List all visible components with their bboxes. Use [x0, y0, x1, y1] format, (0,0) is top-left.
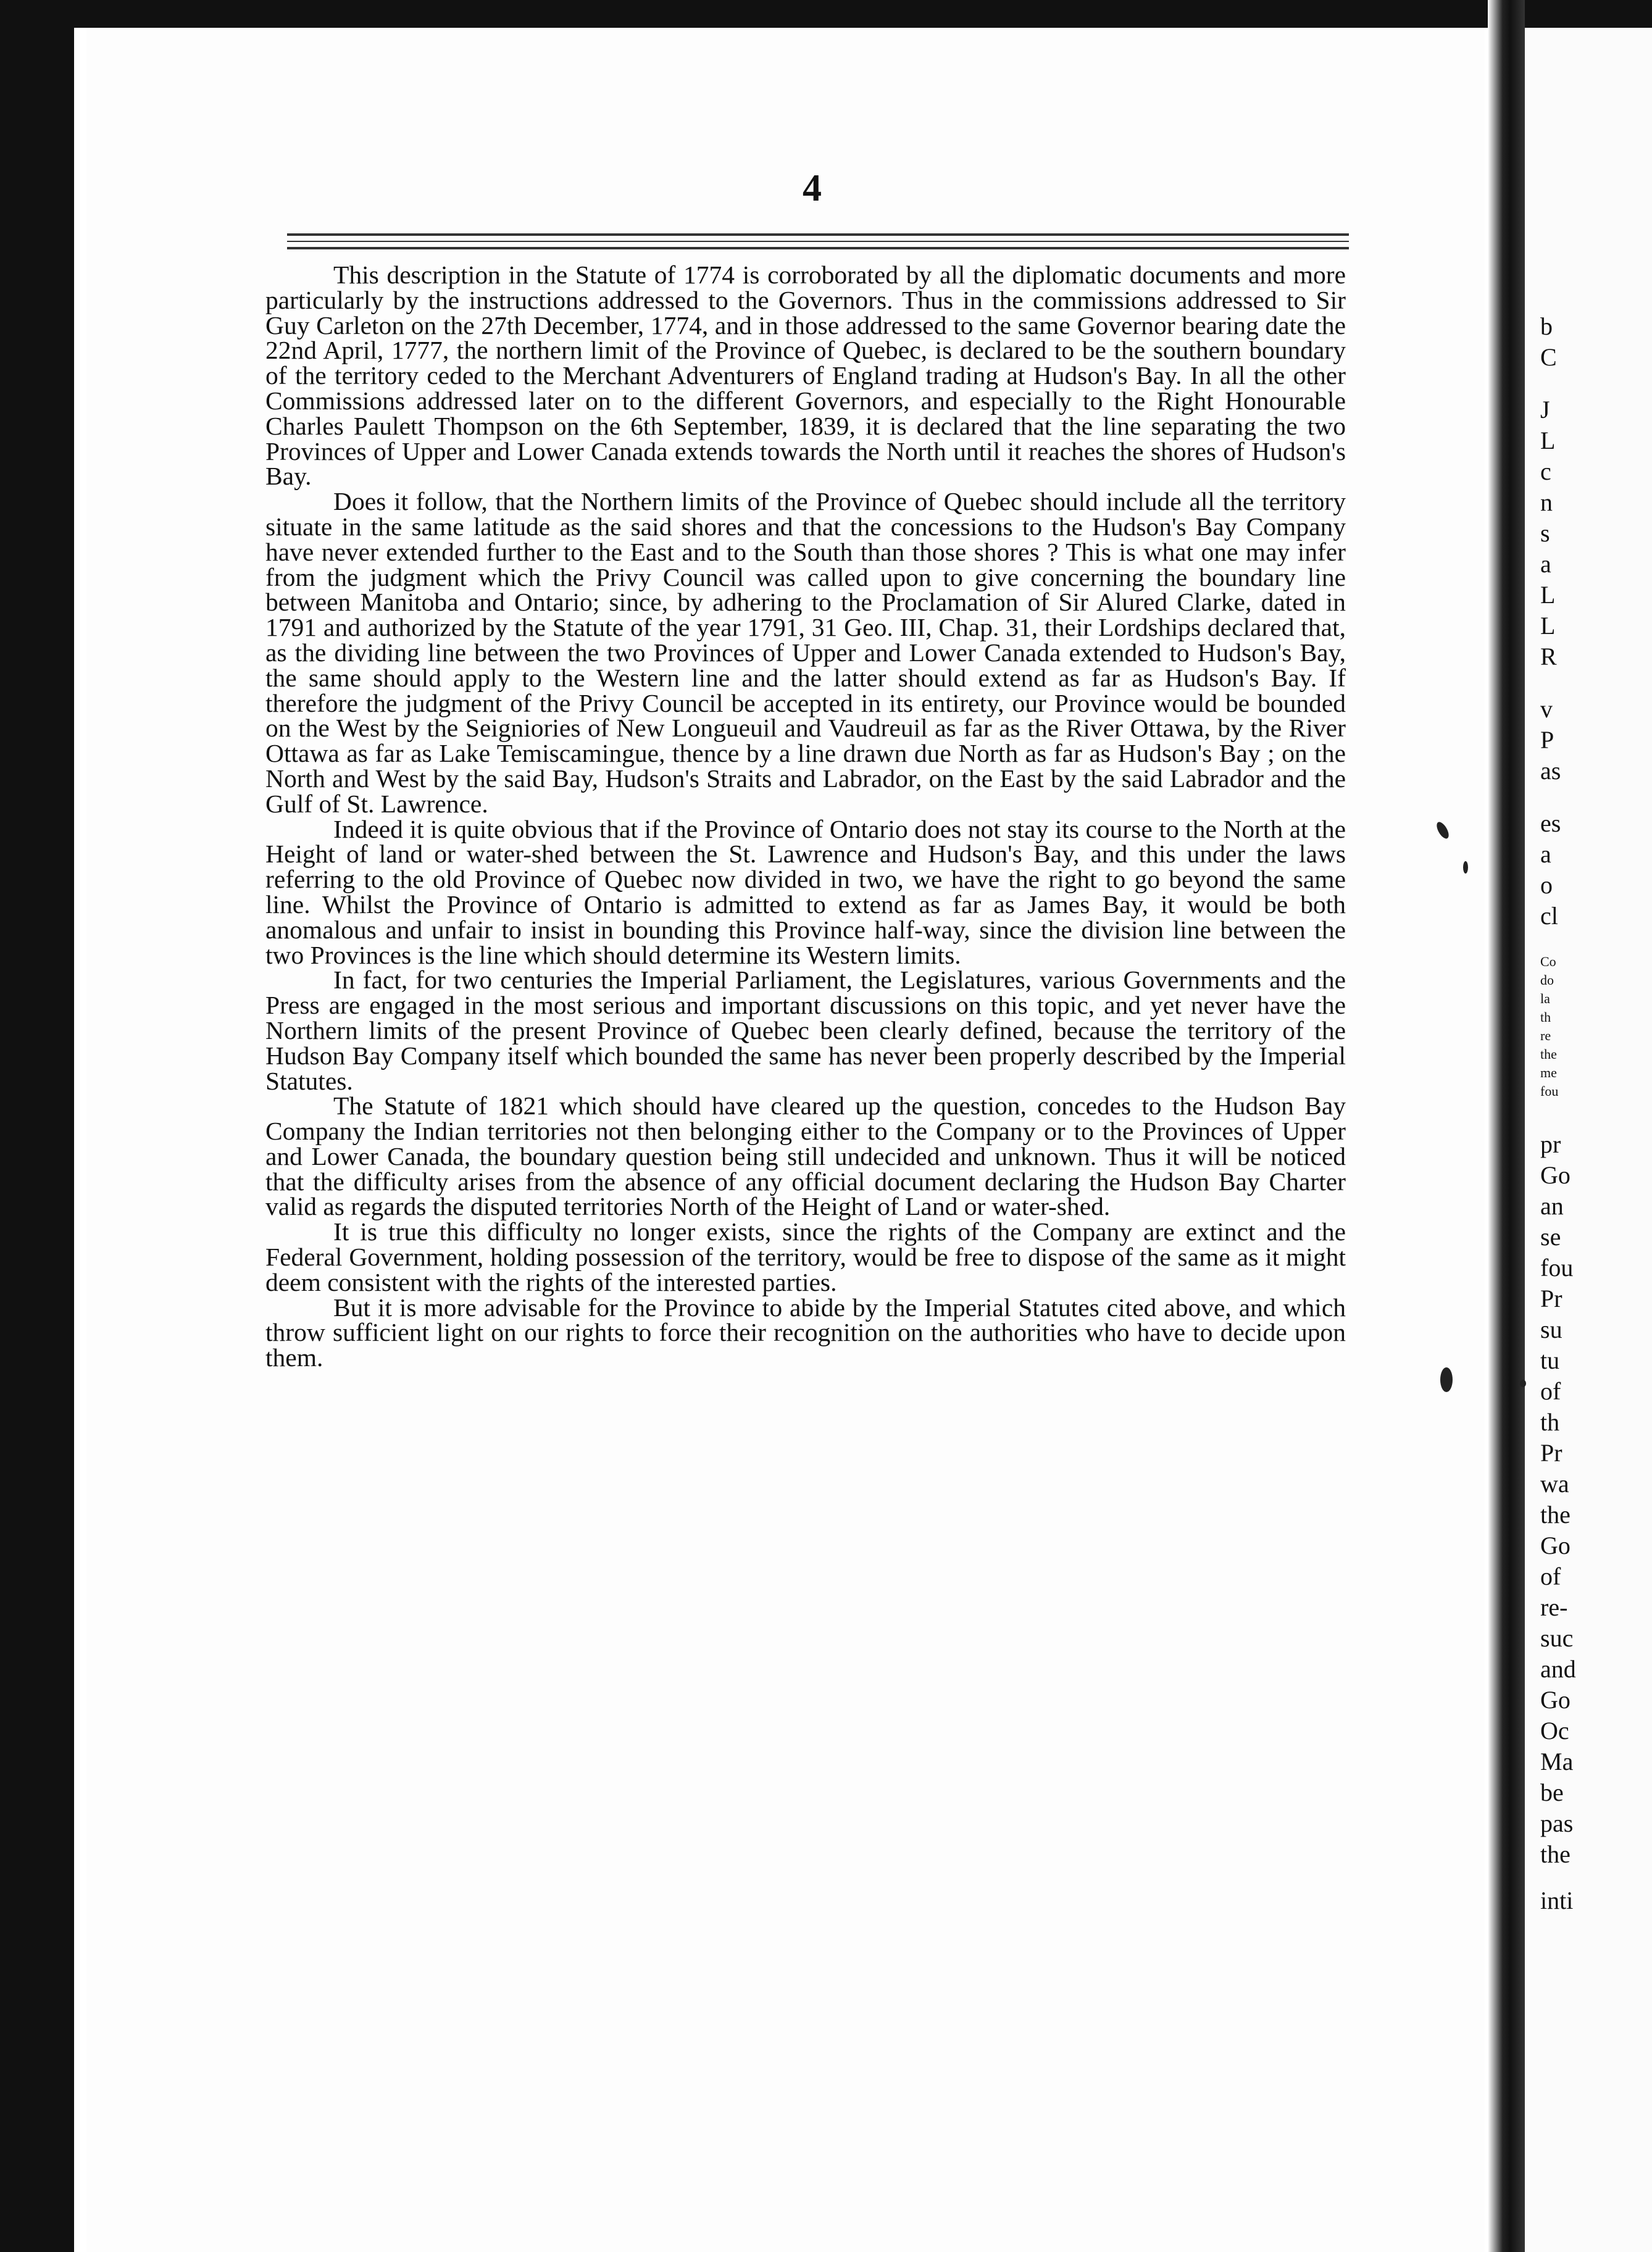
adjacent-page-fragment: tu	[1540, 1346, 1560, 1374]
adjacent-page-fragment: s	[1540, 519, 1550, 547]
adjacent-page-fragment: me	[1540, 1065, 1557, 1080]
scan-artifact	[1463, 861, 1468, 874]
adjacent-page-fragment: la	[1540, 991, 1550, 1006]
page-number: 4	[803, 167, 822, 209]
adjacent-page-fragment: th	[1540, 1408, 1560, 1436]
adjacent-page-fragment: Ma	[1540, 1748, 1574, 1775]
adjacent-page-fragment: the	[1540, 1046, 1557, 1062]
adjacent-page-fragment: C	[1540, 343, 1557, 371]
adjacent-page-fragment: wa	[1540, 1470, 1569, 1498]
adjacent-page-fragment: Co	[1540, 954, 1556, 969]
adjacent-page-fragment: es	[1540, 809, 1561, 837]
adjacent-page-fragment: L	[1540, 581, 1556, 609]
adjacent-page-fragment: Go	[1540, 1686, 1571, 1714]
adjacent-page-fragment: of	[1540, 1562, 1561, 1590]
adjacent-page-fragment: re	[1540, 1028, 1551, 1043]
adjacent-page-fragment: as	[1540, 757, 1561, 785]
adjacent-page-fragment: cl	[1540, 902, 1558, 930]
adjacent-page-fragment: inti	[1540, 1887, 1574, 1914]
scan-artifact	[1520, 1380, 1526, 1387]
adjacent-page-fragment: the	[1540, 1840, 1571, 1868]
adjacent-page-fragment: suc	[1540, 1624, 1574, 1652]
adjacent-page-fragment: an	[1540, 1192, 1564, 1220]
adjacent-page-fragment: of	[1540, 1377, 1561, 1405]
adjacent-page-fragment: fou	[1540, 1083, 1559, 1099]
adjacent-page-fragment: n	[1540, 488, 1553, 516]
adjacent-page-fragment: Go	[1540, 1532, 1571, 1559]
scan-border-top	[0, 0, 1652, 28]
adjacent-page-fragment: fou	[1540, 1254, 1574, 1282]
paragraph: Indeed it is quite obvious that if the Province of Ontario does not stay its course to the North at the Height of land or water-shed between the St. Lawrence and Hudson's Bay, and this under the laws referring to the old Province of Quebec now divided in two, we have the right to go beyond the same line. Whilst the Province of Ontario is admitted to extend as far as James Bay, it would be both anomalous and unfair to insist in bounding this Province half-way, since the division line between the two Provinces is the line which should determine its Western limits.	[265, 814, 1346, 969]
paragraph: Does it follow, that the Northern limits of the Province of Quebec should include all the territory situate in the same latitude as the said shores and that the concessions to the Hudson's Bay Company have never extended further to the East and to the South than those shores ? This is what one may infer from the judgment which the Privy Council was called upon to give concerning the boundary line between Manitoba and Ontario; since, by adhering to the Proclamation of Sir Alured Clarke, dated in 1791 and authorized by the Statute of the year 1791, 31 Geo. III, Chap. 31, their Lordships declared that, as the dividing line between the two Provinces of Upper and Lower Canada extended to Hudson's Bay, the same should apply to the Western line and the latter should extend as far as Hudson's Bay. If therefore the judgment of the Privy Council be accepted in its entirety, our Province would be bounded on the West by the Seigniories of New Longueuil and Vaudreuil as far as the River Ottawa, by the River Ottawa as far as Lake Temiscamingue, thence by a line drawn due North as far as Hudson's Bay ; on the North and West by the said Bay, Hudson's Straits and Labrador, on the East by the said Labrador and the Gulf of St. Lawrence.	[265, 487, 1346, 818]
adjacent-page-fragment: do	[1540, 972, 1554, 988]
adjacent-page-fragment: re-	[1540, 1593, 1568, 1621]
header-rule	[287, 247, 1349, 249]
adjacent-page-fragment: b	[1540, 312, 1553, 340]
paragraph: This description in the Statute of 1774 is corroborated by all the diplomatic documents and more particularly by the instructions addressed to the Governors. Thus in the commissions addressed to Sir Guy Carleton on the 27th December, 1774, and in those addressed to the same Governor bearing date the 22nd April, 1777, the northern limit of the Province of Quebec, is declared to be the southern boundary of the territory ceded to the Merchant Adventurers of England trading at Hudson's Bay. In all the other Commissions addressed later on to the different Governors, and especially to the Right Honourable Charles Paulett Thompson on the 6th September, 1839, it is declared that the line separating the two Provinces of Upper and Lower Canada extends towards the North until it reaches the shores of Hudson's Bay.	[265, 261, 1346, 491]
adjacent-page-fragment: Pr	[1540, 1439, 1562, 1467]
adjacent-page-fragment: L	[1540, 612, 1556, 640]
adjacent-page-fragment: se	[1540, 1223, 1561, 1251]
adjacent-page-fragment: v	[1540, 695, 1553, 723]
paragraph: In fact, for two centuries the Imperial Parliament, the Legislatures, various Governments and the Press are engaged in the most serious and important discussions on this topic, and yet never have the Northern limits of the present Province of Quebec been clearly defined, because the territory of the Hudson Bay Company itself which bounded the same has never been properly described by the Imperial Statutes.	[265, 965, 1346, 1095]
paragraph: But it is more advisable for the Province to abide by the Imperial Statutes cited above, and which throw sufficient light on our rights to force their recognition on the authorities who have to decide upon them.	[265, 1293, 1346, 1372]
adjacent-page-fragment: P	[1540, 726, 1554, 754]
adjacent-page-fragment: the	[1540, 1501, 1571, 1528]
paragraph: It is true this difficulty no longer exists, since the rights of the Company are extinct and the Federal Government, holding possession of the territory, would be free to dispose of the same as it might deem consistent with the rights of the interested parties.	[265, 1217, 1346, 1296]
adjacent-page-fragment: th	[1540, 1009, 1551, 1025]
adjacent-page-fragment: o	[1540, 871, 1553, 899]
adjacent-page-fragment: su	[1540, 1316, 1562, 1343]
adjacent-page-fragment: a	[1540, 550, 1551, 578]
scan-artifact	[1440, 1367, 1453, 1392]
adjacent-page-fragment: Oc	[1540, 1717, 1569, 1745]
adjacent-page-fragment: c	[1540, 457, 1551, 485]
adjacent-page-fragment: pas	[1540, 1809, 1574, 1837]
adjacent-page-fragment: L	[1540, 427, 1556, 454]
adjacent-page-fragment: pr	[1540, 1130, 1561, 1158]
adjacent-page-fragment: J	[1540, 396, 1550, 423]
page-gutter	[1488, 0, 1525, 2252]
adjacent-page-fragment: Go	[1540, 1161, 1571, 1189]
adjacent-page-fragment: be	[1540, 1779, 1564, 1806]
body-text	[265, 262, 1346, 1370]
adjacent-page-fragment: and	[1540, 1655, 1576, 1683]
adjacent-page-fragment: a	[1540, 840, 1551, 868]
header-rule	[287, 233, 1349, 236]
adjacent-page-fragment: Pr	[1540, 1285, 1562, 1312]
scan-border-left	[0, 0, 74, 2252]
adjacent-page-fragment: R	[1540, 643, 1557, 670]
header-rule-thin	[287, 241, 1349, 242]
paragraph: The Statute of 1821 which should have cleared up the question, concedes to the Hudson Bay Company the Indian territories not then belonging either to the Company or to the Provinces of Upper and Lower Canada, the boundary question being still undecided and unknown. Thus it will be noticed that the difficulty arises from the absence of any official document declaring the Hudson Bay Charter valid as regards the disputed territories North of the Height of Land or water-shed.	[265, 1091, 1346, 1221]
